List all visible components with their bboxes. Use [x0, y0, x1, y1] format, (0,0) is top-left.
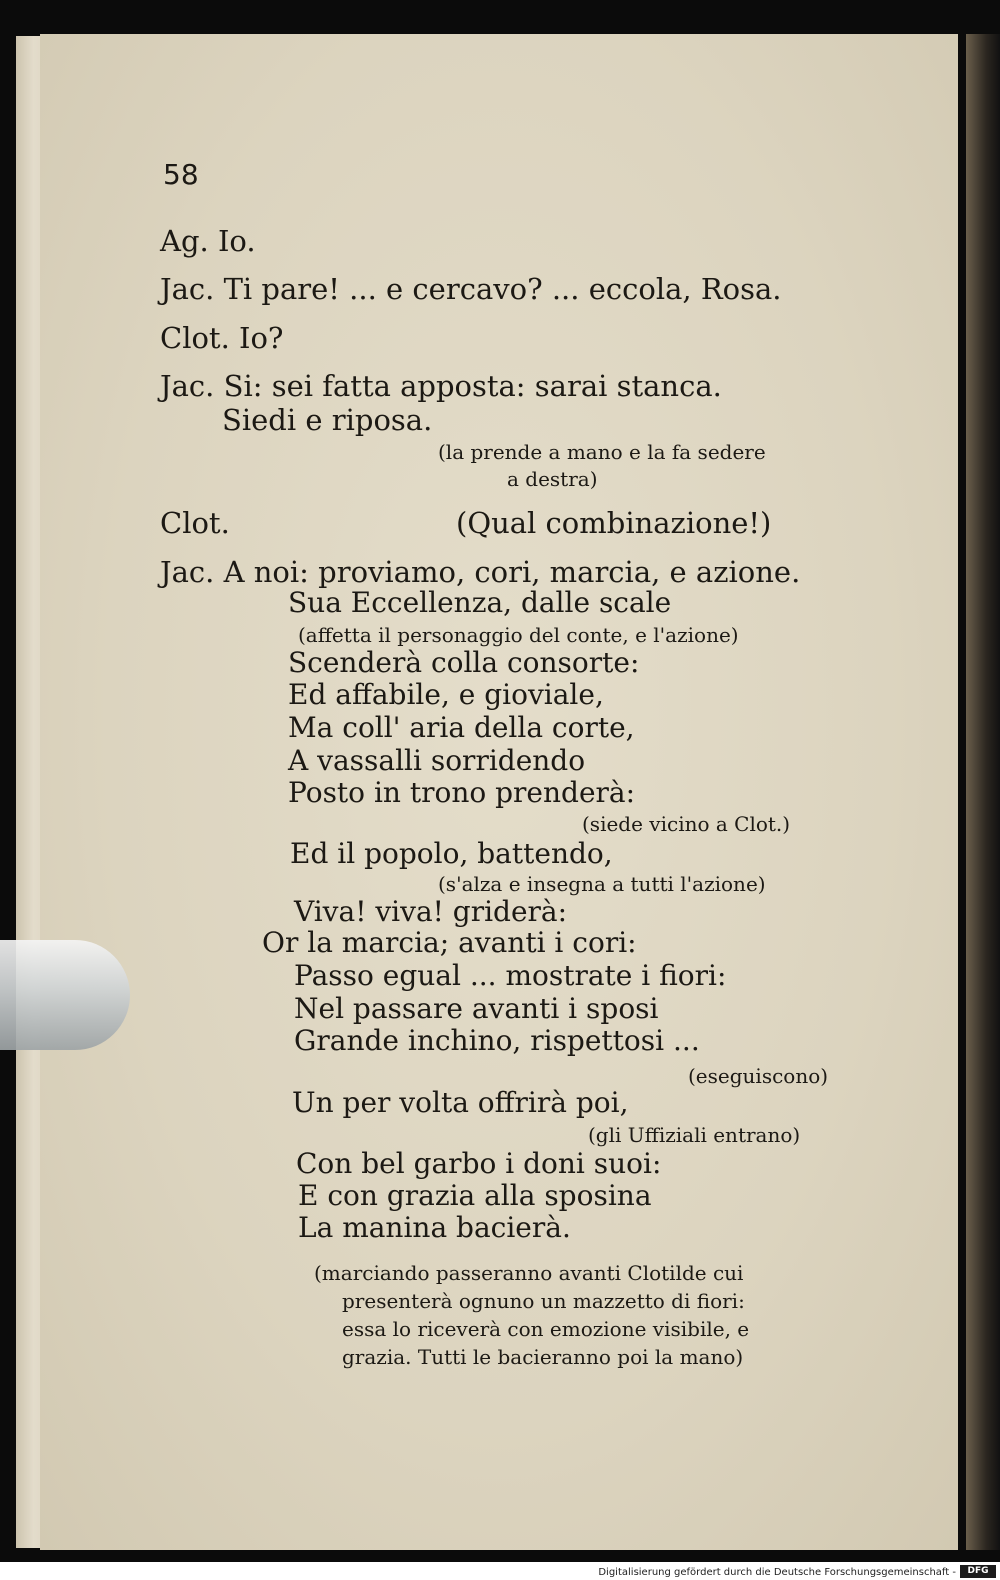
- text-line: Nel passare avanti i sposi: [294, 992, 659, 1025]
- text-line: Grande inchino, rispettosi ...: [294, 1024, 700, 1057]
- text-line: La manina bacierà.: [298, 1211, 571, 1244]
- text-line: Posto in trono prenderà:: [288, 776, 636, 809]
- stage-direction: (siede vicino a Clot.): [582, 812, 791, 836]
- text-line: Ma coll' aria della corte,: [288, 711, 635, 744]
- stage-direction: (s'alza e insegna a tutti l'azione): [438, 872, 766, 896]
- text-line: (Qual combinazione!): [456, 506, 772, 540]
- stage-direction: (la prende a mano e la fa sedere: [438, 440, 766, 464]
- footer-credit: Digitalisierung gefördert durch die Deutsche Forschungsgemeinschaft -: [598, 1567, 956, 1578]
- footer-bar: [0, 1562, 1000, 1580]
- text-line: Viva! viva! griderà:: [294, 895, 568, 928]
- text-line: Con bel garbo i doni suoi:: [296, 1147, 662, 1180]
- text-line: Sua Eccellenza, dalle scale: [288, 586, 672, 619]
- dfg-logo: DFG: [960, 1565, 996, 1578]
- text-line: Clot.: [160, 506, 230, 540]
- page-number: 58: [163, 158, 199, 191]
- text-line: A vassalli sorridendo: [288, 744, 586, 777]
- text-line: E con grazia alla sposina: [298, 1179, 652, 1212]
- stage-direction: (affetta il personaggio del conte, e l'azione): [298, 623, 739, 647]
- stage-direction: (gli Uffiziali entrano): [588, 1123, 801, 1147]
- stage-direction: grazia. Tutti le bacieranno poi la mano): [342, 1345, 744, 1369]
- text-line: Jac. Ti pare! ... e cercavo? ... eccola, Rosa.: [160, 272, 782, 306]
- text-line: Passo egual ... mostrate i fiori:: [294, 959, 727, 992]
- stage-direction: (eseguiscono): [688, 1064, 829, 1088]
- text-line: Jac. Si: sei fatta apposta: sarai stanca.: [160, 369, 722, 403]
- text-line: Scenderà colla consorte:: [288, 646, 640, 679]
- text-line: Jac. A noi: proviamo, cori, marcia, e azione.: [160, 555, 801, 589]
- text-line: Ed affabile, e gioviale,: [288, 678, 604, 711]
- stage-direction: a destra): [507, 467, 598, 491]
- stage-direction: (marciando passeranno avanti Clotilde cui: [314, 1261, 744, 1285]
- stage-direction: presenterà ognuno un mazzetto di fiori:: [342, 1289, 745, 1313]
- text-line: Ag. Io.: [160, 224, 256, 258]
- text-line: Ed il popolo, battendo,: [290, 837, 613, 870]
- text-line: Clot. Io?: [160, 321, 284, 355]
- text-line: Siedi e riposa.: [222, 403, 433, 437]
- stage-direction: essa lo riceverà con emozione visibile, e: [342, 1317, 750, 1341]
- text-line: Un per volta offrirà poi,: [292, 1086, 629, 1119]
- text-line: Or la marcia; avanti i cori:: [262, 926, 637, 959]
